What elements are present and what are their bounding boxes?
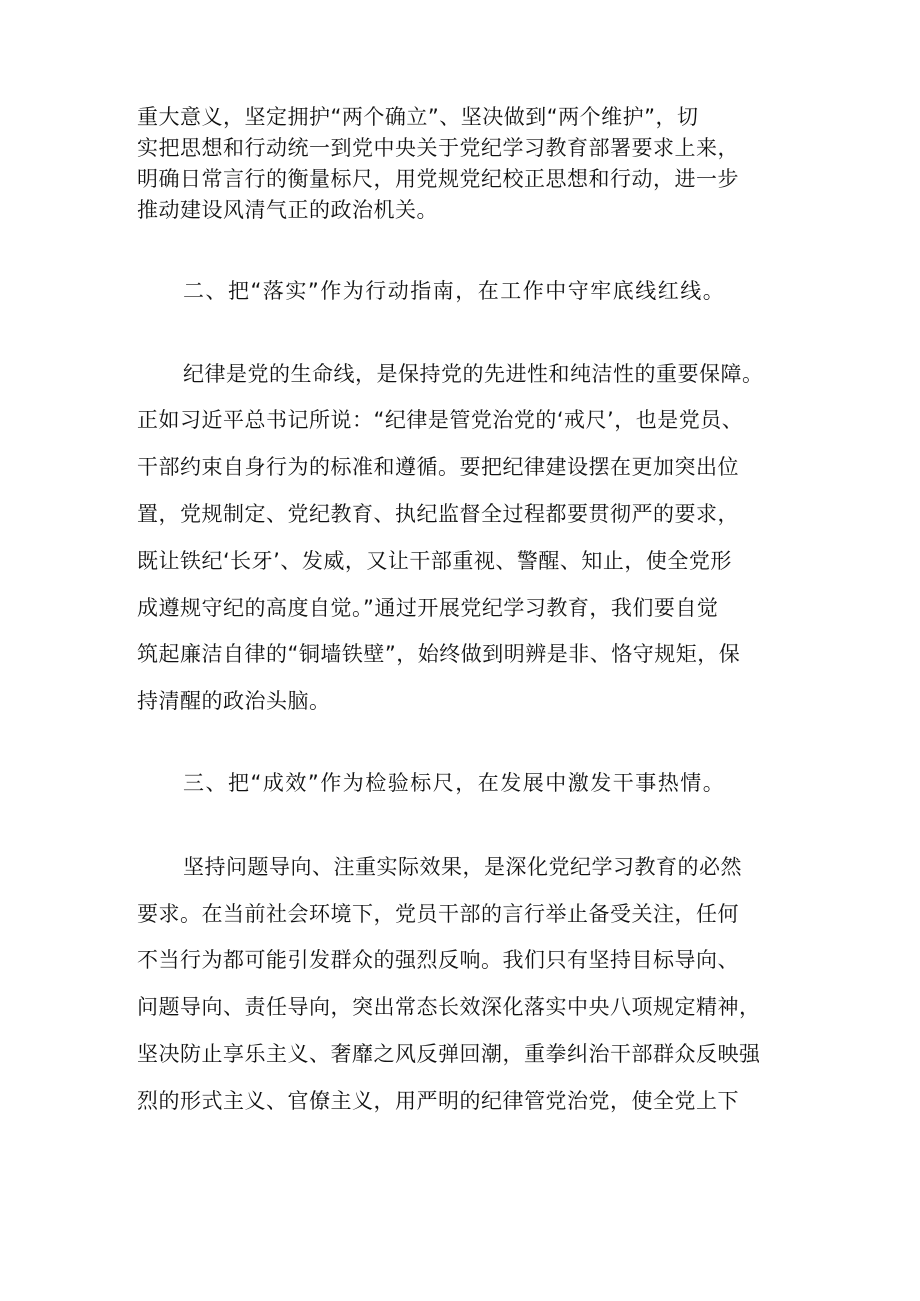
paragraph-2-line-4: 置，党规制定、党纪教育、执纪监督全过程都要贯彻严的要求， bbox=[137, 502, 739, 526]
paragraph-3-line-5: 坚决防止享乐主义、奢靡之风反弹回潮，重拳纠治干部群众反映强 bbox=[137, 1042, 761, 1066]
section-heading-3: 三、把“成效”作为检验标尺，在发展中激发干事热情。 bbox=[183, 771, 726, 795]
paragraph-1-line-1: 重大意义，坚定拥护“两个确立”、坚决做到“两个维护”，切 bbox=[137, 105, 699, 129]
paragraph-3-line-4: 问题导向、责任导向，突出常态长效深化落实中央八项规定精神， bbox=[137, 995, 761, 1019]
paragraph-3-line-1: 坚持问题导向、注重实际效果，是深化党纪学习教育的必然 bbox=[183, 855, 742, 879]
section-heading-2: 二、把“落实”作为行动指南，在工作中守牢底线红线。 bbox=[183, 279, 726, 303]
paragraph-1-line-2: 实把思想和行动统一到党中央关于党纪学习教育部署要求上来， bbox=[137, 136, 739, 160]
paragraph-3-line-2: 要求。在当前社会环境下，党员干部的言行举止备受关注，任何 bbox=[137, 902, 739, 926]
paragraph-2-line-5: 既让铁纪‘长牙’、发威，又让干部重视、警醒、知止，使全党形 bbox=[137, 549, 732, 573]
paragraph-1-line-3: 明确日常言行的衡量标尺，用党规党纪校正思想和行动，进一步 bbox=[137, 167, 739, 191]
paragraph-3-line-3: 不当行为都可能引发群众的强烈反响。我们只有坚持目标导向、 bbox=[137, 948, 739, 972]
paragraph-2-line-8: 持清醒的政治头脑。 bbox=[137, 689, 331, 713]
paragraph-3-line-6: 烈的形式主义、官僚主义，用严明的纪律管党治党，使全党上下 bbox=[137, 1089, 739, 1113]
paragraph-2-line-3: 干部约束自身行为的标准和遵循。要把纪律建设摆在更加突出位 bbox=[137, 455, 739, 479]
paragraph-2-line-7: 筑起廉洁自律的“铜墙铁壁”，始终做到明辨是非、恪守规矩，保 bbox=[137, 642, 741, 666]
paragraph-2-line-6: 成遵规守纪的高度自觉。”通过开展党纪学习教育，我们要自觉 bbox=[137, 596, 719, 620]
paragraph-2-line-2: 正如习近平总书记所说：“纪律是管党治党的‘戒尺’，也是党员、 bbox=[137, 408, 744, 432]
paragraph-1-line-4: 推动建设风清气正的政治机关。 bbox=[137, 198, 438, 222]
paragraph-2-line-1: 纪律是党的生命线，是保持党的先进性和纯洁性的重要保障。 bbox=[183, 362, 764, 386]
